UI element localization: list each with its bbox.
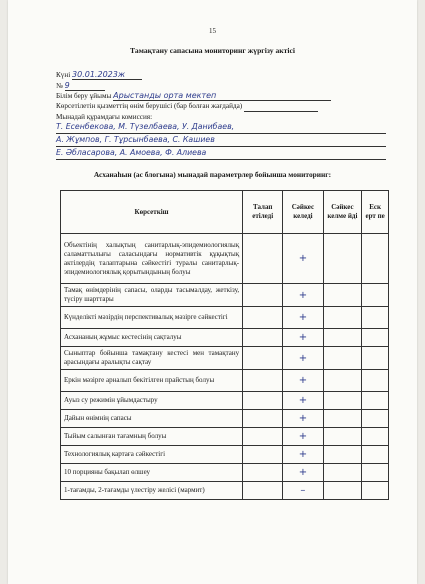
required-cell bbox=[243, 370, 283, 392]
number-value: 9 bbox=[65, 81, 105, 91]
indicator-cell: Технологиялық картаға сәйкестігі bbox=[61, 446, 243, 464]
note-cell bbox=[362, 464, 389, 482]
table-row bbox=[61, 428, 389, 446]
note-cell bbox=[362, 446, 389, 464]
document-title: Тамақтану сапасына мониторинг жүргізу актісі bbox=[130, 46, 295, 55]
indicator-cell: Тамақ өнімдерінің сапасы, оларды тасымалдау, жеткізу, түсіру шарттары bbox=[61, 284, 243, 307]
noncompliant-cell bbox=[323, 482, 362, 500]
organization-label: Білім беру ұйымы bbox=[56, 92, 112, 100]
required-cell bbox=[243, 428, 283, 446]
required-cell bbox=[243, 446, 283, 464]
header-note: Еск ерт пе bbox=[362, 191, 389, 234]
commission-label: Мынадай құрамдағы комиссия: bbox=[56, 113, 153, 121]
header-indicator: Көрсеткіш bbox=[61, 191, 243, 234]
commission-line-2: А. Жұмпов, Г. Тұрсынбаева, С. Кашиев bbox=[56, 134, 386, 147]
compliant-cell: + bbox=[283, 464, 323, 482]
required-cell bbox=[243, 307, 283, 329]
required-cell bbox=[243, 329, 283, 347]
noncompliant-cell bbox=[323, 347, 362, 370]
noncompliant-cell bbox=[323, 464, 362, 482]
note-cell bbox=[362, 307, 389, 329]
compliant-cell: + bbox=[283, 284, 323, 307]
compliant-cell: + bbox=[283, 307, 323, 329]
compliant-cell: + bbox=[283, 392, 323, 410]
compliant-cell: + bbox=[283, 410, 323, 428]
note-cell bbox=[362, 482, 389, 500]
organization-field bbox=[56, 91, 331, 101]
commission-line-1: Т. Есенбекова, М. Түзелбаева, У. Данибаев, bbox=[56, 121, 386, 134]
date-field bbox=[56, 70, 142, 80]
organization-value: Арыстанды орта мектеп bbox=[113, 91, 331, 101]
note-cell bbox=[362, 428, 389, 446]
note-cell bbox=[362, 370, 389, 392]
table-row bbox=[61, 370, 389, 392]
noncompliant-cell bbox=[323, 446, 362, 464]
note-cell bbox=[362, 347, 389, 370]
note-cell bbox=[362, 234, 389, 284]
indicator-cell: Сыныптар бойынша тамақтану кестесі мен тамақтану арасындағы аралықты сақтау bbox=[61, 347, 243, 370]
header-compliant: Сәйкес келеді bbox=[283, 191, 323, 234]
note-cell bbox=[362, 410, 389, 428]
noncompliant-cell bbox=[323, 370, 362, 392]
required-cell bbox=[243, 284, 283, 307]
indicator-cell: Асхананың жұмыс кестесінің сақталуы bbox=[61, 329, 243, 347]
supplier-value bbox=[244, 102, 318, 112]
indicator-cell: 1-тағамды, 2-тағамды үлестіру желісі (мармит) bbox=[61, 482, 243, 500]
section-title: Асханаһын (ас блогына) мынадай параметрлер бойынша мониторинг: bbox=[93, 170, 332, 179]
page-number: 15 bbox=[209, 27, 216, 35]
noncompliant-cell bbox=[323, 428, 362, 446]
required-cell bbox=[243, 347, 283, 370]
compliant-cell: + bbox=[283, 446, 323, 464]
required-cell bbox=[243, 234, 283, 284]
note-cell bbox=[362, 329, 389, 347]
date-label: Күні bbox=[56, 71, 71, 79]
required-cell bbox=[243, 392, 283, 410]
table-row bbox=[61, 482, 389, 500]
note-cell bbox=[362, 392, 389, 410]
number-label: № bbox=[56, 82, 63, 90]
indicator-cell: Тыйым салынған тағамның болуы bbox=[61, 428, 243, 446]
compliant-cell: – bbox=[283, 482, 323, 500]
supplier-label: Көрсетілетін қызметтің өнім берушісі (бар болған жағдайда) bbox=[56, 102, 243, 110]
indicator-cell: Күнделікті мәзірдің перспективалық мәзірге сәйкестігі bbox=[61, 307, 243, 329]
compliant-cell: + bbox=[283, 347, 323, 370]
header-required: Талап етіледі bbox=[243, 191, 283, 234]
compliant-cell: + bbox=[283, 234, 323, 284]
date-value: 30.01.2023ж bbox=[72, 70, 142, 80]
table-row bbox=[61, 329, 389, 347]
required-cell bbox=[243, 464, 283, 482]
table-row bbox=[61, 307, 389, 329]
number-field bbox=[56, 81, 105, 91]
noncompliant-cell bbox=[323, 307, 362, 329]
table-row bbox=[61, 410, 389, 428]
noncompliant-cell bbox=[323, 392, 362, 410]
noncompliant-cell bbox=[323, 329, 362, 347]
table-header-row bbox=[61, 191, 389, 234]
table-row bbox=[61, 234, 389, 284]
table-row bbox=[61, 284, 389, 307]
table-row bbox=[61, 464, 389, 482]
indicator-cell: 10 порцияны бақылап өлшеу bbox=[61, 464, 243, 482]
table-row bbox=[61, 347, 389, 370]
compliant-cell: + bbox=[283, 329, 323, 347]
noncompliant-cell bbox=[323, 284, 362, 307]
indicator-cell: Объектінің халықтың санитарлық-эпидемиологиялық саламаттылығы саласындағы нормативтік құқықтық актілердің талаптарына сәйкестігі туралы санитарлық-эпидемиологиялық қорытындының болуы bbox=[61, 234, 243, 284]
indicator-cell: Еркін мәзірге арналып бекітілген прайстың болуы bbox=[61, 370, 243, 392]
monitoring-table bbox=[60, 190, 389, 500]
supplier-field bbox=[56, 102, 318, 112]
commission-line-3: Е. Әбласарова, А. Амоева, Ф. Алиева bbox=[56, 147, 386, 160]
table-row bbox=[61, 392, 389, 410]
noncompliant-cell bbox=[323, 410, 362, 428]
header-noncompliant: Сәйкес келме йді bbox=[323, 191, 362, 234]
compliant-cell: + bbox=[283, 428, 323, 446]
note-cell bbox=[362, 284, 389, 307]
table-row bbox=[61, 446, 389, 464]
required-cell bbox=[243, 482, 283, 500]
required-cell bbox=[243, 410, 283, 428]
document-page bbox=[8, 0, 417, 584]
indicator-cell: Ауыз су режимін ұйымдастыру bbox=[61, 392, 243, 410]
noncompliant-cell bbox=[323, 234, 362, 284]
compliant-cell: + bbox=[283, 370, 323, 392]
indicator-cell: Дайын өнімнің сапасы bbox=[61, 410, 243, 428]
